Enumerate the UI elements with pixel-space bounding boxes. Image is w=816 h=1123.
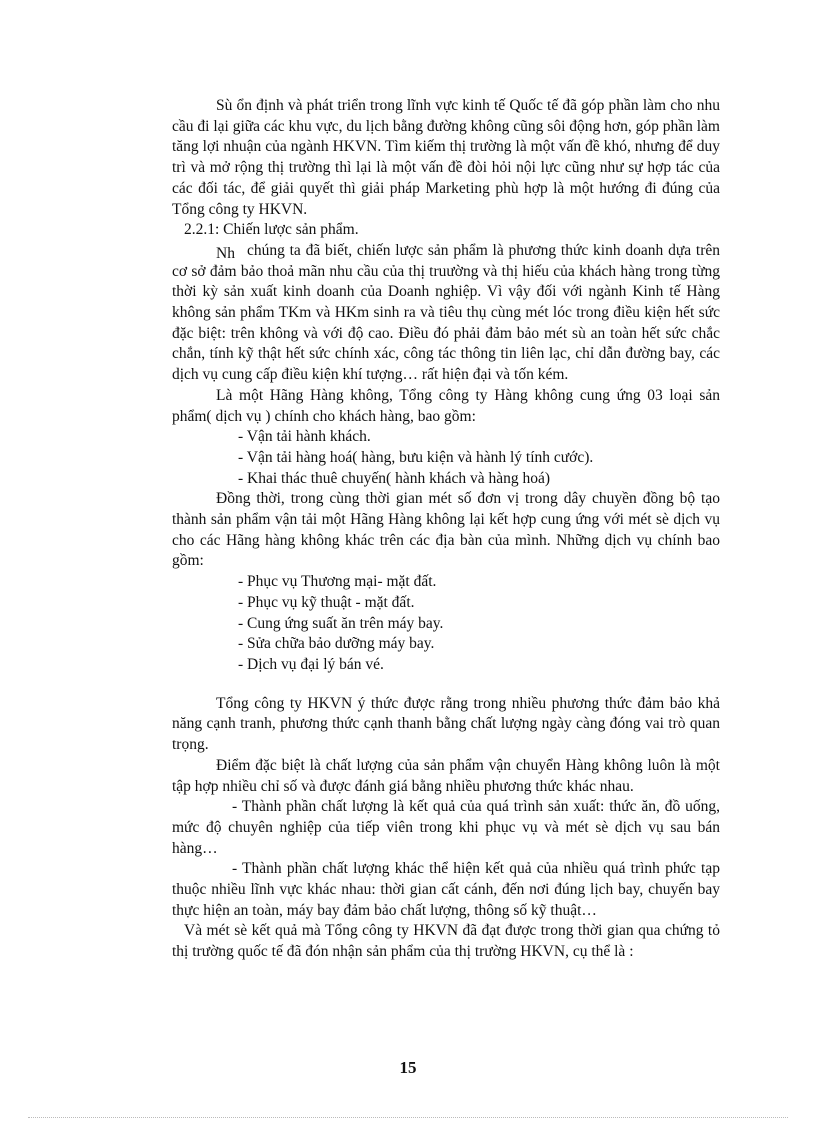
paragraph-lead-word: Nh <box>216 244 235 262</box>
quality-item: - Thành phần chất lượng là kết quả của quá trình sản xuất: thức ăn, đồ uống, mức độ chuyên nghiệp của tiếp viên trong khi phục vụ và mét sè dịch vụ sau bán hàng… <box>172 798 720 857</box>
list-item: - Khai thác thuê chuyến( hành khách và hàng hoá) <box>238 469 551 487</box>
paragraph-gap <box>172 676 720 694</box>
document-body <box>172 96 720 963</box>
services-intro-paragraph: Là một Hãng Hàng không, Tổng công ty Hàng không cung ứng 03 loại sản phẩm( dịch vụ ) chính cho khách hàng, bao gồm: <box>172 386 720 425</box>
quality-paragraph: Điểm đặc biệt là chất lượng của sản phẩm vận chuyển Hàng không luôn là một tập hợp nhiều chỉ số và được đánh giá bằng nhiều phương thức khác nhau. <box>172 756 720 795</box>
list-item: - Phục vụ Thương mại- mặt đất. <box>238 573 437 591</box>
competition-paragraph: Tổng công ty HKVN ý thức được rằng trong nhiều phương thức đảm bảo khả năng cạnh tranh, phương thức cạnh thanh bằng chất lượng ngày càng đóng vai trò quan trọng. <box>172 694 720 754</box>
list-item: - Cung ứng suất ăn trên máy bay. <box>238 614 444 632</box>
list-item: - Vận tải hành khách. <box>238 428 371 446</box>
list-item: - Vận tải hàng hoá( hàng, bưu kiện và hành lý tính cước). <box>238 448 594 466</box>
chain-paragraph: Đồng thời, trong cùng thời gian mét số đơn vị trong dây chuyền đồng bộ tạo thành sản phẩm vận tải một Hãng Hàng không lại kết hợp cung ứng với mét sè dịch vụ cho các Hãng hàng không khác trên các địa bàn của mình. Những dịch vụ chính bao gồm: <box>172 490 720 570</box>
section-heading: 2.2.1: Chiến lược sản phẩm. <box>184 221 359 239</box>
list-item: - Dịch vụ đại lý bán vé. <box>238 655 384 673</box>
product-paragraph-text: chúng ta đã biết, chiến lược sản phẩm là phương thức kinh doanh dựa trên cơ sở đảm bảo thoả mãn nhu cầu của thị truường và thị hiếu của khách hàng trong từng thời kỳ sản xuất kinh doanh của Doanh nghiệp. Vì vậy đối với ngành Kinh tế Hàng không sản phẩm TKm và HKm sinh ra và tiêu thụ cùng mét lóc trong điều kiện hết sức đặc biệt: trên không và với độ cao. Điều đó phải đảm bảo mét sù an toàn hết sức chắc chắn, tính kỹ thật hết sức chính xác, công tác thông tin liên lạc, chỉ dẫn đường bay, các dịch vụ cung cấp điều kiện khí tượng… rất hiện đại và tốn kém. <box>172 241 720 384</box>
product-strategy-paragraph <box>172 241 720 386</box>
page-number: 15 <box>399 1058 417 1077</box>
list-item: - Sửa chữa bảo dưỡng máy bay. <box>238 635 435 653</box>
list-item: - Phục vụ kỹ thuật - mặt đất. <box>238 593 415 611</box>
page-bottom-border <box>28 1117 788 1118</box>
results-paragraph: Và mét sè kết quả mà Tổng công ty HKVN đã đạt được trong thời gian qua chứng tỏ thị trường quốc tế đã đón nhận sản phẩm của thị trường HKVN, cụ thể là : <box>172 922 720 961</box>
quality-item: - Thành phần chất lượng khác thể hiện kết quả của nhiều quá trình phức tạp thuộc nhiều lĩnh vực khác nhau: thời gian cất cánh, đến nơi đúng lịch bay, chuyến bay thực hiện an toàn, máy bay đảm bảo chất lượng, thông số kỹ thuật… <box>172 860 720 919</box>
intro-paragraph: Sù ổn định và phát triển trong lĩnh vực kinh tế Quốc tế đã góp phần làm cho nhu cầu đi lại giữa các khu vực, du lịch bằng đường không cũng sôi động hơn, góp phần làm tăng lợi nhuận của ngành HKVN. Tìm kiếm thị trường là một vấn đề khó, nhưng để duy trì và mở rộng thị trường thì lại là một vấn đề đòi hỏi nội lực cũng như sự hợp tác của các đối tác, để giải quyết thì giải pháp Marketing phù hợp là một hướng đi đúng của Tổng công ty HKVN. <box>172 97 720 218</box>
